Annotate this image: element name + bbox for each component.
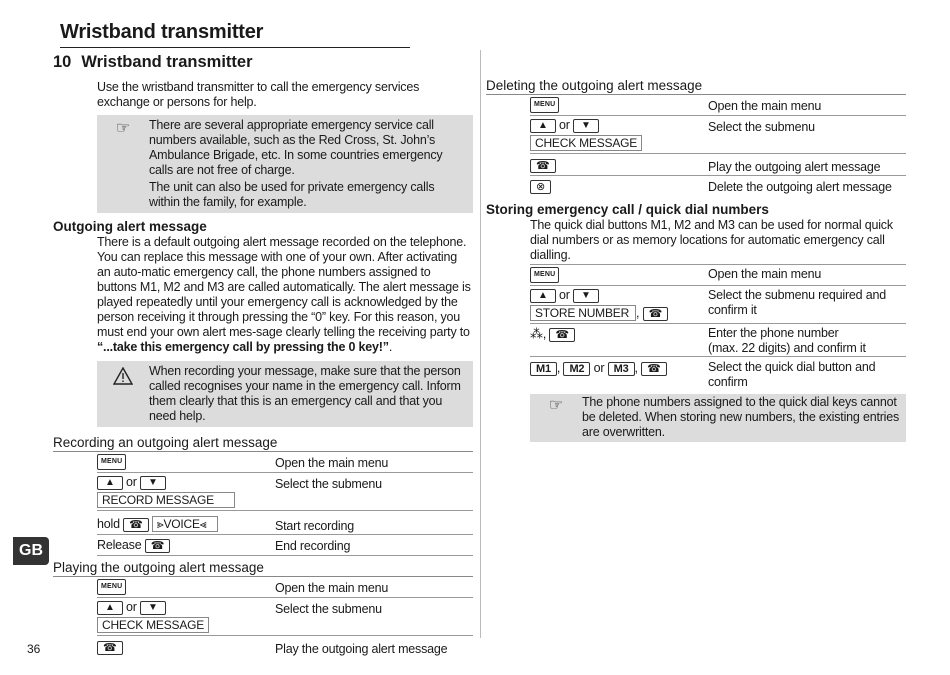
display-text: CHECK MESSAGE	[530, 135, 642, 151]
or-text: or	[593, 361, 605, 375]
display-text: STORE NUMBER	[530, 305, 636, 321]
page-number: 36	[27, 642, 41, 656]
section-title	[53, 52, 473, 72]
playing-title: Playing the outgoing alert message	[53, 560, 473, 577]
playing-steps	[97, 577, 473, 657]
page-header	[60, 18, 410, 48]
or-text: or	[558, 288, 570, 302]
or-text: or	[558, 118, 570, 132]
release-text: Release	[97, 538, 142, 552]
step-desc: End recording	[275, 539, 351, 553]
step-row	[530, 176, 906, 196]
step-row	[530, 324, 906, 357]
right-column	[486, 78, 906, 442]
quick-dial-note	[530, 394, 906, 442]
step-row	[97, 473, 473, 511]
down-arrow-key[interactable]: ▼	[573, 119, 599, 133]
step-desc: Select the submenu	[275, 602, 382, 616]
m3-key[interactable]: M3	[608, 362, 635, 376]
deleting-steps	[530, 95, 906, 196]
step-desc: Play the outgoing alert message	[708, 160, 881, 174]
step-desc: confirm it	[708, 303, 757, 317]
phone-key[interactable]: ☎	[641, 362, 667, 376]
comma-text: ,	[542, 327, 547, 341]
hold-text: hold	[97, 517, 120, 531]
column-divider	[480, 50, 481, 638]
step-desc: (max. 22 digits) and confirm it	[708, 341, 866, 355]
warning-text: When recording your message, make sure that the person called recognises your name in the emergency call. Inform them clearly that this is an emergency call and that you need help.	[149, 364, 461, 423]
display-text: CHECK MESSAGE	[97, 617, 209, 633]
intro-text: Use the wristband transmitter to call the emergency services exchange or persons for help.	[97, 80, 420, 109]
storing-steps	[530, 265, 906, 390]
step-row	[530, 154, 906, 176]
m2-key[interactable]: M2	[563, 362, 590, 376]
info-note-p2: The unit can also be used for private emergency calls within the family, for example.	[149, 180, 435, 209]
pointing-hand-icon: ☞	[548, 397, 564, 414]
storing-title: Storing emergency call / quick dial numbers	[486, 202, 769, 217]
delete-key[interactable]: ⊗	[530, 180, 551, 194]
step-row	[530, 265, 906, 286]
pointing-hand-icon: ☞	[115, 120, 131, 137]
down-arrow-key[interactable]: ▼	[140, 476, 166, 490]
or-text: or	[125, 475, 137, 489]
warning-triangle-icon	[97, 364, 149, 424]
phone-key[interactable]: ☎	[549, 328, 575, 342]
outgoing-text-bold: “...take this emergency call by pressing the 0 key!”	[97, 340, 389, 354]
display-text: RECORD MESSAGE	[97, 492, 235, 508]
menu-key[interactable]: MENU	[530, 97, 559, 113]
step-desc: Select the submenu required and	[708, 288, 886, 302]
section-number: 10	[53, 53, 72, 71]
step-row	[530, 286, 906, 324]
step-desc: Delete the outgoing alert message	[708, 180, 892, 194]
storing-text: The quick dial buttons M1, M2 and M3 can be used for normal quick dial numbers or as memory locations for automatic emergency call dialling.	[530, 218, 906, 265]
step-desc: Select the submenu	[275, 477, 382, 491]
step-row	[97, 577, 473, 598]
quick-dial-note-text: The phone numbers assigned to the quick dial keys cannot be deleted. When storing new numbers, the existing entries are overwritten.	[582, 395, 900, 439]
step-desc: Select the submenu	[708, 120, 815, 134]
info-note	[97, 115, 473, 213]
step-desc: confirm	[708, 375, 748, 389]
comma-text: ,	[634, 361, 638, 375]
phone-key[interactable]: ☎	[643, 307, 669, 321]
menu-key[interactable]: MENU	[530, 267, 559, 283]
step-row	[97, 636, 473, 657]
outgoing-title: Outgoing alert message	[53, 219, 207, 234]
up-arrow-key[interactable]: ▲	[530, 289, 556, 303]
step-row	[97, 511, 473, 535]
phone-key[interactable]: ☎	[97, 641, 123, 655]
m1-key[interactable]: M1	[530, 362, 557, 376]
phone-key[interactable]: ☎	[123, 518, 149, 532]
step-row	[97, 598, 473, 636]
step-row	[530, 95, 906, 116]
down-arrow-key[interactable]: ▼	[140, 601, 166, 615]
warning-note	[97, 361, 473, 427]
recording-title: Recording an outgoing alert message	[53, 435, 473, 452]
up-arrow-key[interactable]: ▲	[97, 476, 123, 490]
up-arrow-key[interactable]: ▲	[97, 601, 123, 615]
keypad-icon: ⁂	[530, 326, 543, 341]
step-row	[97, 452, 473, 473]
up-arrow-key[interactable]: ▲	[530, 119, 556, 133]
step-row	[97, 535, 473, 556]
section-title-text: Wristband transmitter	[81, 53, 253, 71]
outgoing-text-end: .	[388, 340, 393, 354]
phone-key[interactable]: ☎	[145, 539, 171, 553]
step-desc: Start recording	[275, 519, 354, 533]
outgoing-text	[97, 235, 473, 355]
recording-steps	[97, 452, 473, 556]
phone-key[interactable]: ☎	[530, 159, 556, 173]
deleting-title: Deleting the outgoing alert message	[486, 78, 906, 95]
step-desc: Enter the phone number	[708, 326, 839, 340]
comma-text: ,	[636, 306, 640, 320]
language-tab: GB	[13, 537, 49, 565]
step-desc: Open the main menu	[275, 581, 389, 595]
left-column	[53, 52, 473, 657]
page-header-title: Wristband transmitter	[60, 21, 264, 43]
comma-text: ,	[556, 361, 561, 375]
info-note-p1: There are several appropriate emergency service call numbers available, such as the Red Cross, St. John’s Ambulance Brigade, etc. In some countries emergency calls are not free of charge.	[149, 118, 443, 177]
step-desc: Open the main menu	[708, 267, 822, 281]
step-desc: Open the main menu	[275, 456, 389, 470]
down-arrow-key[interactable]: ▼	[573, 289, 599, 303]
voice-display: ⪢VOICE⪡	[152, 516, 218, 532]
outgoing-text-main: There is a default outgoing alert message recorded on the telephone. You can replace this message with one of your own. After activating an auto-matic emergency call, the phone numbers assigned to buttons M1, M2 and M3 are called automatically. The alert message is played repeatedly until your emergency call is acknowledged by the person receiving it through pressing the “0” key. For this reason, you must end your own alert mes-sage clearly telling the receiving party to	[97, 235, 471, 339]
step-desc: Play the outgoing alert message	[275, 642, 448, 656]
menu-key[interactable]: MENU	[97, 454, 126, 470]
menu-key[interactable]: MENU	[97, 579, 126, 595]
step-row	[530, 357, 906, 390]
step-row	[530, 116, 906, 154]
or-text: or	[125, 600, 137, 614]
step-desc: Open the main menu	[708, 99, 822, 113]
step-desc: Select the quick dial button and	[708, 360, 876, 374]
